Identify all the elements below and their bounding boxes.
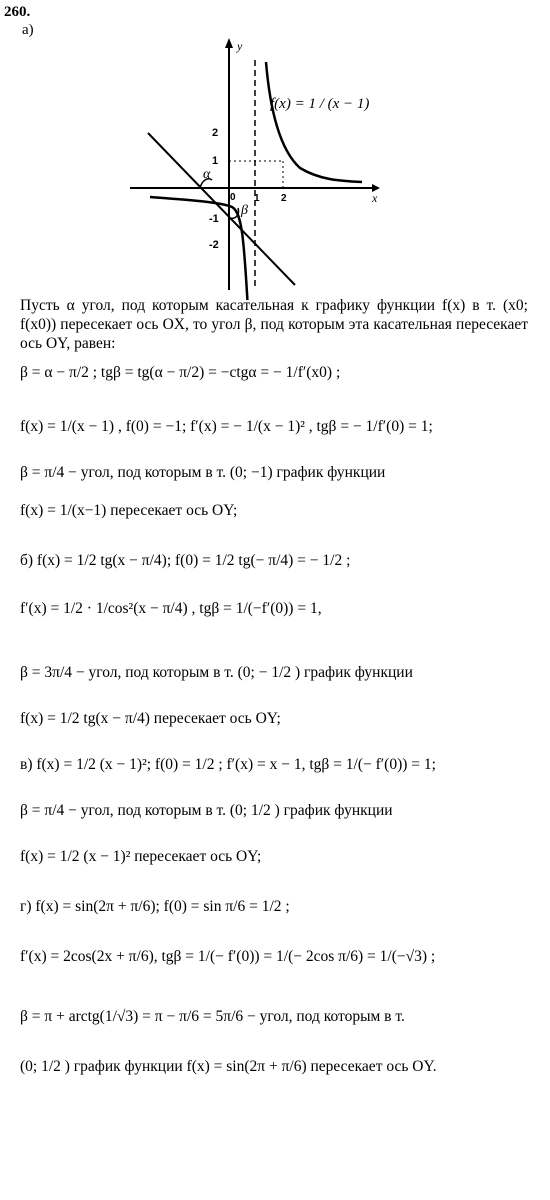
formula-line-9: в) f(x) = 1/2 (x − 1)²; f(0) = 1/2 ; f′(x) = x − 1, tgβ = 1/(− f′(0)) = 1; bbox=[20, 756, 436, 773]
x-tick-2: 2 bbox=[281, 193, 287, 204]
formula-line-4: f(x) = 1/(x−1) пересекает ось OY; bbox=[20, 502, 238, 519]
formula-line-8: f(x) = 1/2 tg(x − π/4) пересекает ось OY; bbox=[20, 710, 281, 727]
formula-line-10: β = π/4 − угол, под которым в т. (0; 1/2 ) график функции bbox=[20, 802, 393, 819]
function-graph bbox=[0, 0, 550, 300]
function-formula: f(x) = 1 / (x − 1) bbox=[270, 96, 370, 112]
formula-line-2: f(x) = 1/(x − 1) , f(0) = −1; f′(x) = − 1/(x − 1)² , tgβ = − 1/f′(0) = 1; bbox=[20, 418, 433, 435]
alpha-label: α bbox=[203, 167, 211, 182]
formula-line-11: f(x) = 1/2 (x − 1)² пересекает ось OY; bbox=[20, 848, 262, 865]
y-axis-arrow bbox=[225, 38, 233, 48]
y-tick-neg2: -2 bbox=[209, 239, 219, 251]
part-label-a: а) bbox=[22, 22, 34, 38]
formula-line-1: β = α − π/2 ; tgβ = tg(α − π/2) = −ctgα = − 1/f′(x0) ; bbox=[20, 364, 341, 381]
formula-line-13: f′(x) = 2cos(2x + π/6), tgβ = 1/(− f′(0)) = 1/(− 2cos π/6) = 1/(−√3) ; bbox=[20, 948, 436, 965]
formula-line-6: f′(x) = 1/2 · 1/cos²(x − π/4) , tgβ = 1/(−f′(0)) = 1, bbox=[20, 600, 322, 617]
formula-line-12: г) f(x) = sin(2π + π/6); f(0) = sin π/6 = 1/2 ; bbox=[20, 898, 290, 915]
problem-number: 260. bbox=[4, 4, 31, 20]
formula-line-5: б) f(x) = 1/2 tg(x − π/4); f(0) = 1/2 tg(− π/4) = − 1/2 ; bbox=[20, 552, 351, 569]
x-axis-label: x bbox=[372, 191, 378, 205]
beta-label: β bbox=[241, 203, 248, 218]
y-axis-label: y bbox=[237, 39, 243, 53]
intro-paragraph: Пусть α угол, под которым касательная к графику функции f(x) в т. (x0; f(x0)) пересекает ось OX, то угол β, под которым эта касательная пересекает ось OY, равен: bbox=[20, 297, 528, 352]
y-tick-2: 2 bbox=[212, 127, 219, 139]
formula-line-14: β = π + arctg(1/√3) = π − π/6 = 5π/6 − угол, под которым в т. bbox=[20, 1008, 405, 1025]
formula-line-7: β = 3π/4 − угол, под которым в т. (0; − 1/2 ) график функции bbox=[20, 664, 413, 681]
hyperbola-left-branch bbox=[150, 197, 248, 300]
y-tick-neg1: -1 bbox=[209, 213, 219, 225]
formula-line-15: (0; 1/2 ) график функции f(x) = sin(2π + π/6) пересекает ось OY. bbox=[20, 1058, 437, 1075]
origin-label: 0 bbox=[230, 192, 236, 203]
x-tick-1: 1 bbox=[254, 193, 260, 204]
formula-line-3: β = π/4 − угол, под которым в т. (0; −1) график функции bbox=[20, 464, 386, 481]
hyperbola-right-branch bbox=[266, 62, 362, 182]
y-tick-1: 1 bbox=[212, 155, 219, 167]
tangent-line bbox=[148, 133, 295, 285]
